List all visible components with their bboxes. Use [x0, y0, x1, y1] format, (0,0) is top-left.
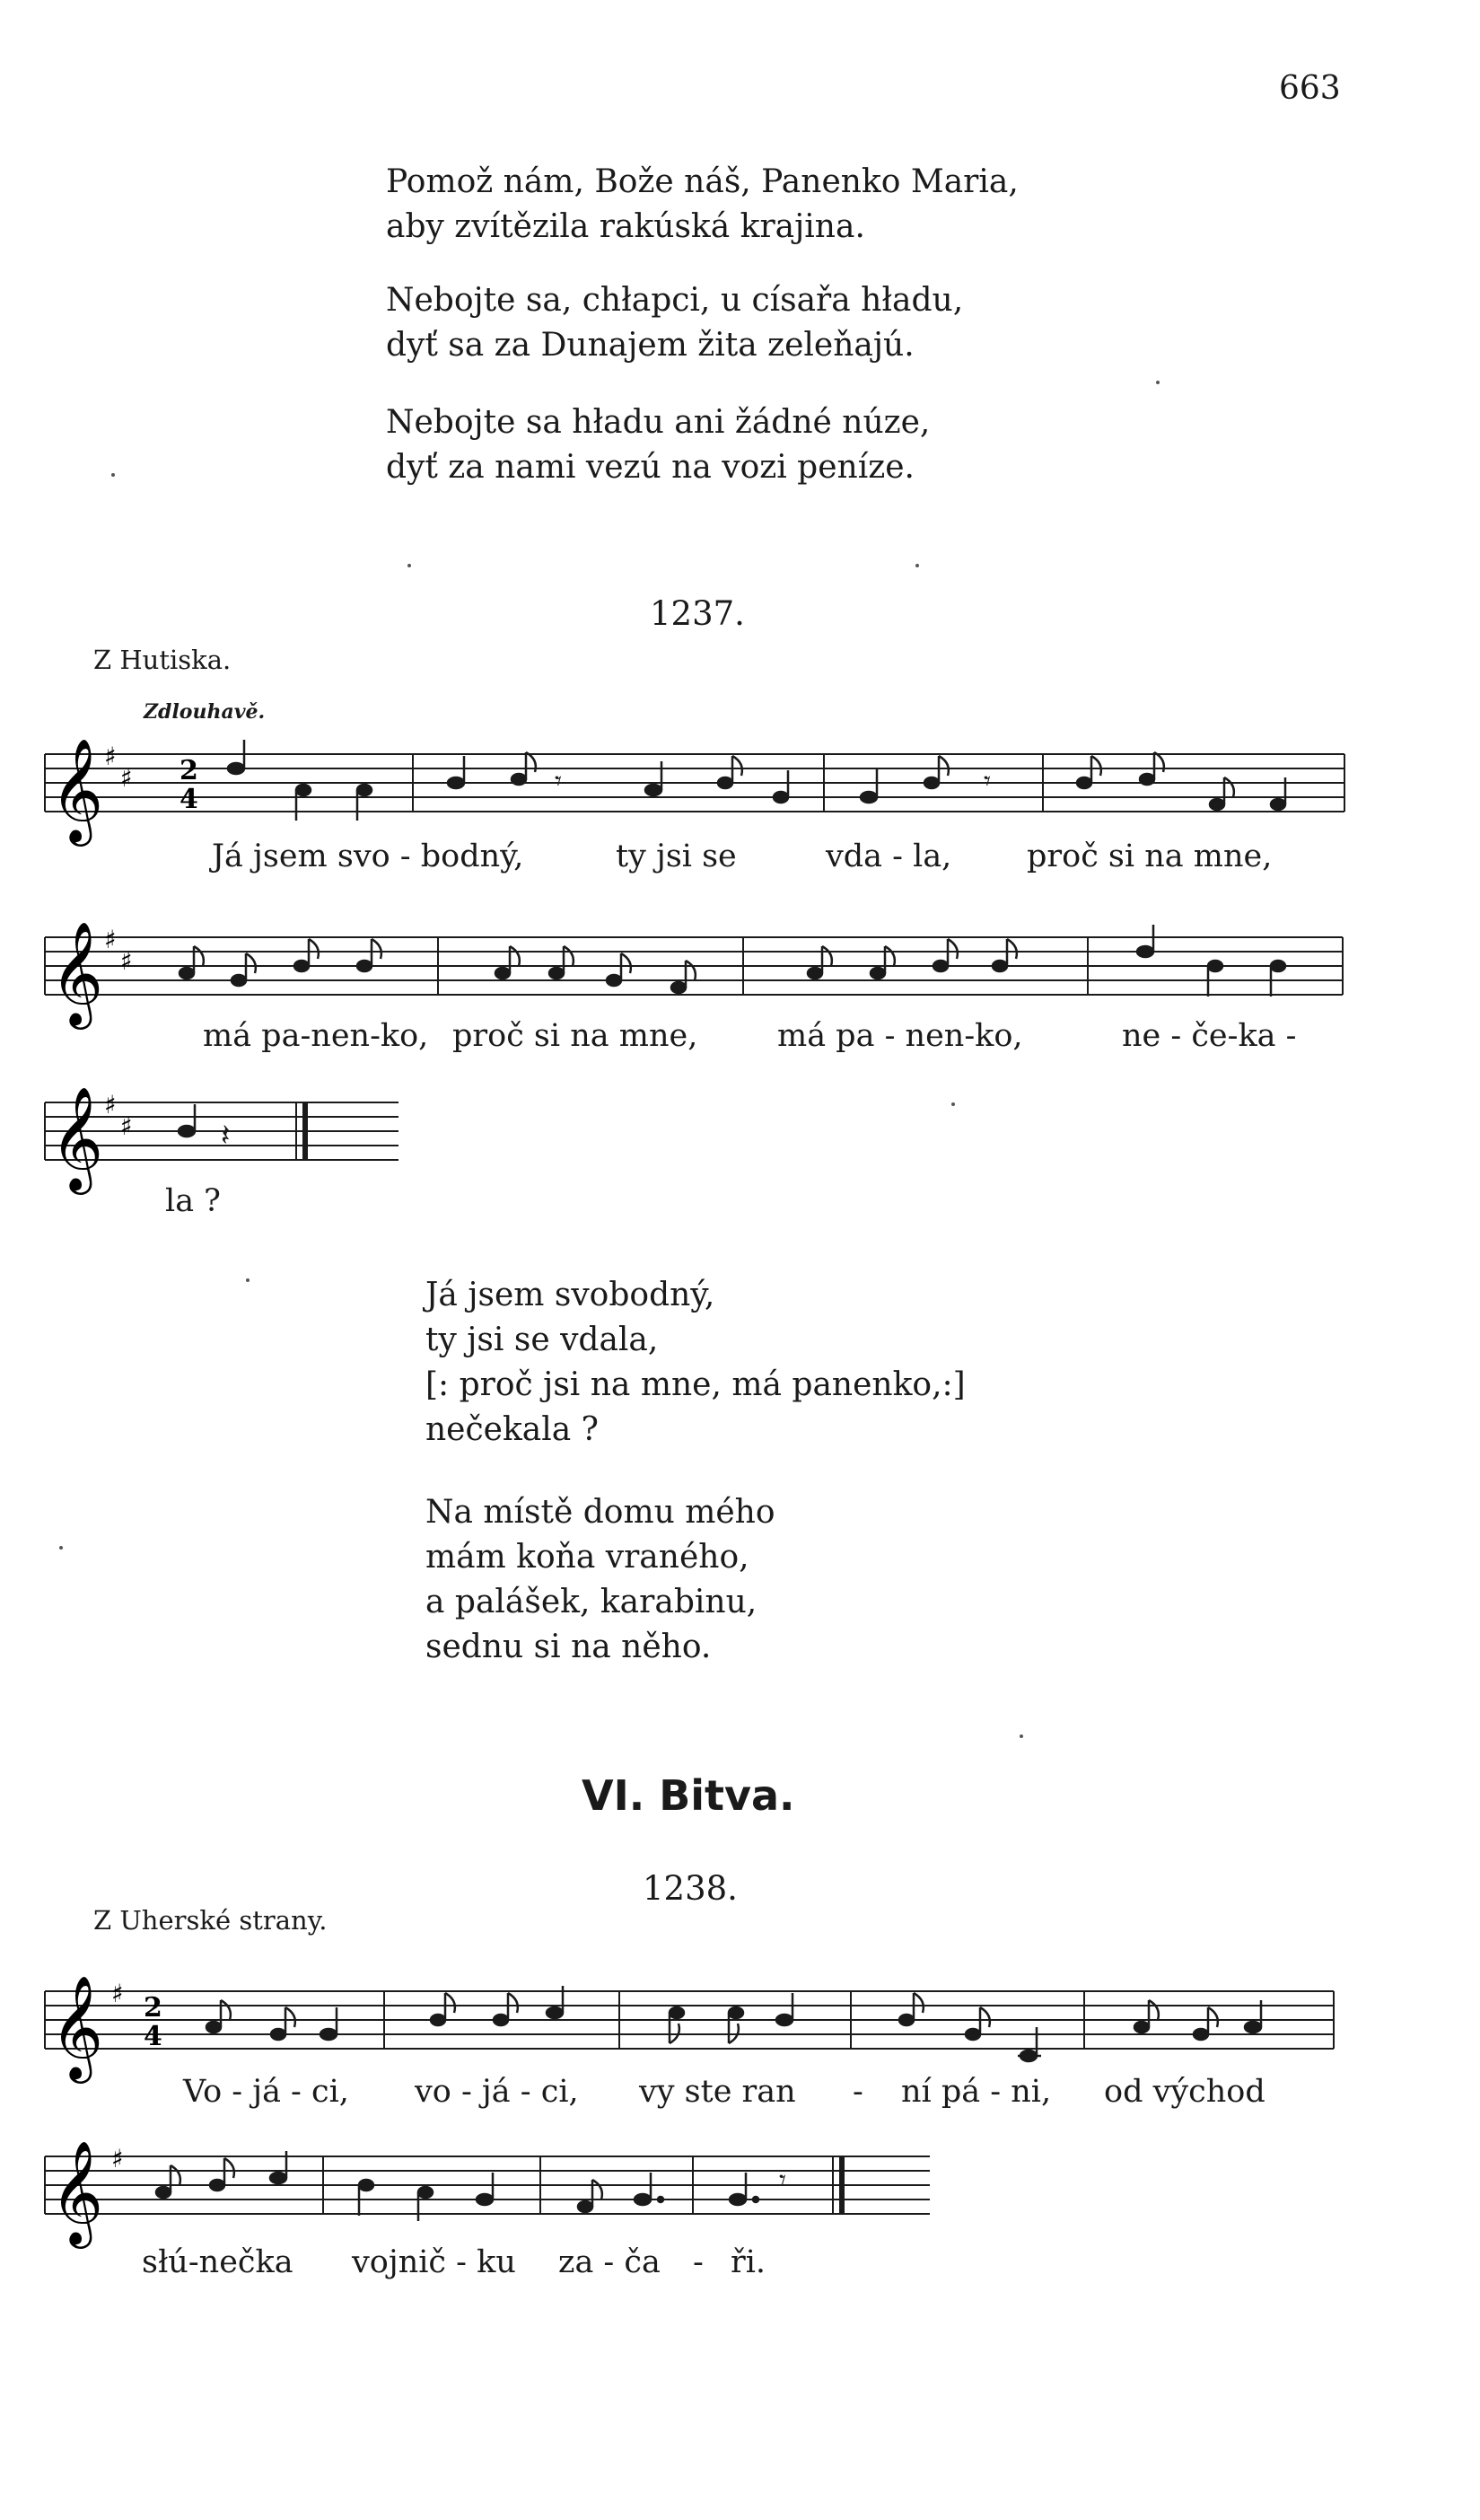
treble-clef-icon: 𝄞	[50, 920, 104, 1025]
scan-speck	[407, 564, 411, 567]
top-stanza-1	[386, 160, 1019, 250]
song-origin-1238: Z Uherské strany.	[93, 1905, 328, 1936]
eighth-rest-icon: 𝄾	[555, 766, 562, 797]
lyrics-1238-row-2	[0, 2244, 1480, 2287]
scan-speck	[915, 564, 919, 567]
quarter-note-icon	[179, 1104, 195, 1137]
page-number: 663	[1279, 70, 1341, 107]
tempo-marking: Zdlouhavě.	[144, 700, 266, 724]
lyrics-1237-row-1	[0, 839, 1480, 882]
lyrics-1237-row-2	[0, 1018, 1480, 1061]
eighth-note-icon	[1208, 961, 1222, 997]
scan-speck	[1156, 381, 1160, 384]
quarter-note-icon	[635, 2173, 663, 2205]
verse-line: Já jsem svobodný,	[425, 1277, 715, 1313]
song-number-1237: 1237.	[650, 594, 745, 633]
lyric-syllable: od východ	[1104, 2074, 1265, 2110]
staff-1238-line-2	[43, 2137, 994, 2244]
verse-line: aby zvítězila rakúská krajina.	[386, 208, 865, 245]
sharp-icon: ♯	[120, 1111, 133, 1141]
verse-line: a palášek, karabinu,	[425, 1584, 758, 1620]
verse-line: Na místě domu mého	[425, 1494, 775, 1531]
lyric-syllable: Já jsem svo - bodný,	[212, 839, 524, 874]
quarter-note-icon	[448, 756, 464, 788]
time-signature: 2 4	[180, 755, 198, 815]
verse-line: ty jsi se vdala,	[425, 1321, 659, 1358]
scan-speck	[59, 1546, 63, 1550]
verse-line: Pomož nám, Bože náš, Panenko Maria,	[386, 163, 1019, 200]
lyrics-1238-row-1	[0, 2074, 1480, 2117]
lyrics-1237-row-3	[0, 1183, 1480, 1226]
sharp-icon: ♯	[104, 925, 117, 954]
eighth-note-icon	[357, 785, 372, 821]
treble-clef-icon: 𝄞	[50, 2139, 104, 2244]
eighth-note-icon	[418, 2187, 433, 2221]
time-signature: 2 4	[144, 1992, 162, 2052]
verse-line: mám koňa vraného,	[425, 1539, 749, 1576]
treble-clef-icon: 𝄞	[50, 1085, 104, 1190]
verse-line: dyť sa za Dunajem žita zeleňajú.	[386, 327, 915, 364]
scan-speck	[111, 473, 115, 477]
sharp-icon: ♯	[111, 2144, 124, 2173]
staff-1237-line-2	[43, 918, 1353, 1025]
sharp-icon: ♯	[104, 1090, 117, 1120]
sharp-icon: ♯	[111, 1979, 124, 2008]
lyric-syllable: proč si na mne,	[452, 1018, 698, 1054]
sharp-icon: ♯	[120, 946, 133, 976]
staff-1237-line-1	[43, 734, 1353, 842]
scan-speck	[951, 1102, 955, 1106]
quarter-note-icon	[1137, 925, 1153, 957]
lyric-syllable: -	[853, 2074, 863, 2110]
lyric-syllable: -	[693, 2244, 704, 2280]
eighth-note-icon	[359, 2180, 373, 2216]
lyric-syllable: ři.	[731, 2244, 766, 2280]
lyric-syllable: la ?	[165, 1183, 221, 1219]
quarter-rest-icon: 𝄽	[221, 1118, 231, 1154]
lyric-syllable: má pa-nen-ko,	[203, 1018, 429, 1054]
song-origin-1237: Z Hutiska.	[93, 645, 232, 675]
eighth-note-icon	[670, 2007, 684, 2043]
lyric-syllable: za - ča	[558, 2244, 661, 2280]
eighth-note-icon	[774, 770, 788, 803]
eighth-note-icon	[296, 785, 311, 821]
quarter-note-icon	[645, 761, 661, 795]
verse-line: dyť za nami vezú na vozi peníze.	[386, 449, 915, 486]
quarter-note-icon	[861, 768, 877, 803]
verse-line: Nebojte sa hładu ani žádné núze,	[386, 404, 931, 441]
treble-clef-icon: 𝄞	[50, 737, 104, 842]
lyric-syllable: vy ste ran	[639, 2074, 796, 2110]
eighth-note-icon	[729, 2007, 743, 2043]
verse-line: sednu si na něho.	[425, 1629, 712, 1665]
lyric-syllable: proč si na mne,	[1027, 839, 1273, 874]
treble-clef-icon: 𝄞	[50, 1974, 104, 2079]
verse-line: [: proč jsi na mne, má panenko,:]	[425, 1366, 966, 1403]
eighth-note-icon	[1271, 961, 1285, 997]
staff-1237-line-3	[43, 1083, 420, 1190]
quarter-note-icon	[320, 2007, 337, 2040]
lyric-syllable: vo - já - ci,	[415, 2074, 579, 2110]
top-stanza-3	[386, 400, 930, 490]
section-title: VI. Bitva.	[582, 1771, 795, 1820]
song-1237-stanza-2	[425, 1490, 775, 1670]
lyric-syllable: ní pá - ni,	[901, 2074, 1052, 2110]
scan-speck	[1020, 1734, 1023, 1738]
sharp-icon: ♯	[120, 763, 133, 793]
lyric-syllable: má pa - nen-ko,	[777, 1018, 1023, 1054]
lyric-syllable: ne - če-ka -	[1122, 1018, 1297, 1054]
scan-speck	[246, 1278, 250, 1282]
quarter-note-icon	[228, 740, 244, 774]
lyric-syllable: ty jsi se	[616, 839, 737, 874]
lyric-syllable: vda - la,	[826, 839, 952, 874]
eighth-rest-icon: 𝄾	[779, 2164, 786, 2196]
lyric-syllable: Vo - já - ci,	[183, 2074, 349, 2110]
quarter-note-icon	[1018, 2027, 1041, 2061]
sharp-icon: ♯	[104, 742, 117, 771]
song-1237-stanza-1	[425, 1273, 966, 1453]
verse-line: Nebojte sa, chłapci, u císařa hładu,	[386, 282, 964, 319]
quarter-note-icon	[477, 2173, 493, 2205]
lyric-syllable: słú-nečka	[142, 2244, 293, 2280]
eighth-rest-icon: 𝄾	[984, 766, 991, 797]
verse-line: nečekala ?	[425, 1411, 599, 1448]
top-stanza-2	[386, 278, 963, 368]
song-number-1238: 1238.	[643, 1869, 738, 1908]
quarter-note-icon	[776, 1993, 793, 2025]
quarter-note-icon	[730, 2173, 758, 2205]
staff-1238-line-1	[43, 1971, 1353, 2079]
lyric-syllable: vojnič - ku	[352, 2244, 516, 2280]
